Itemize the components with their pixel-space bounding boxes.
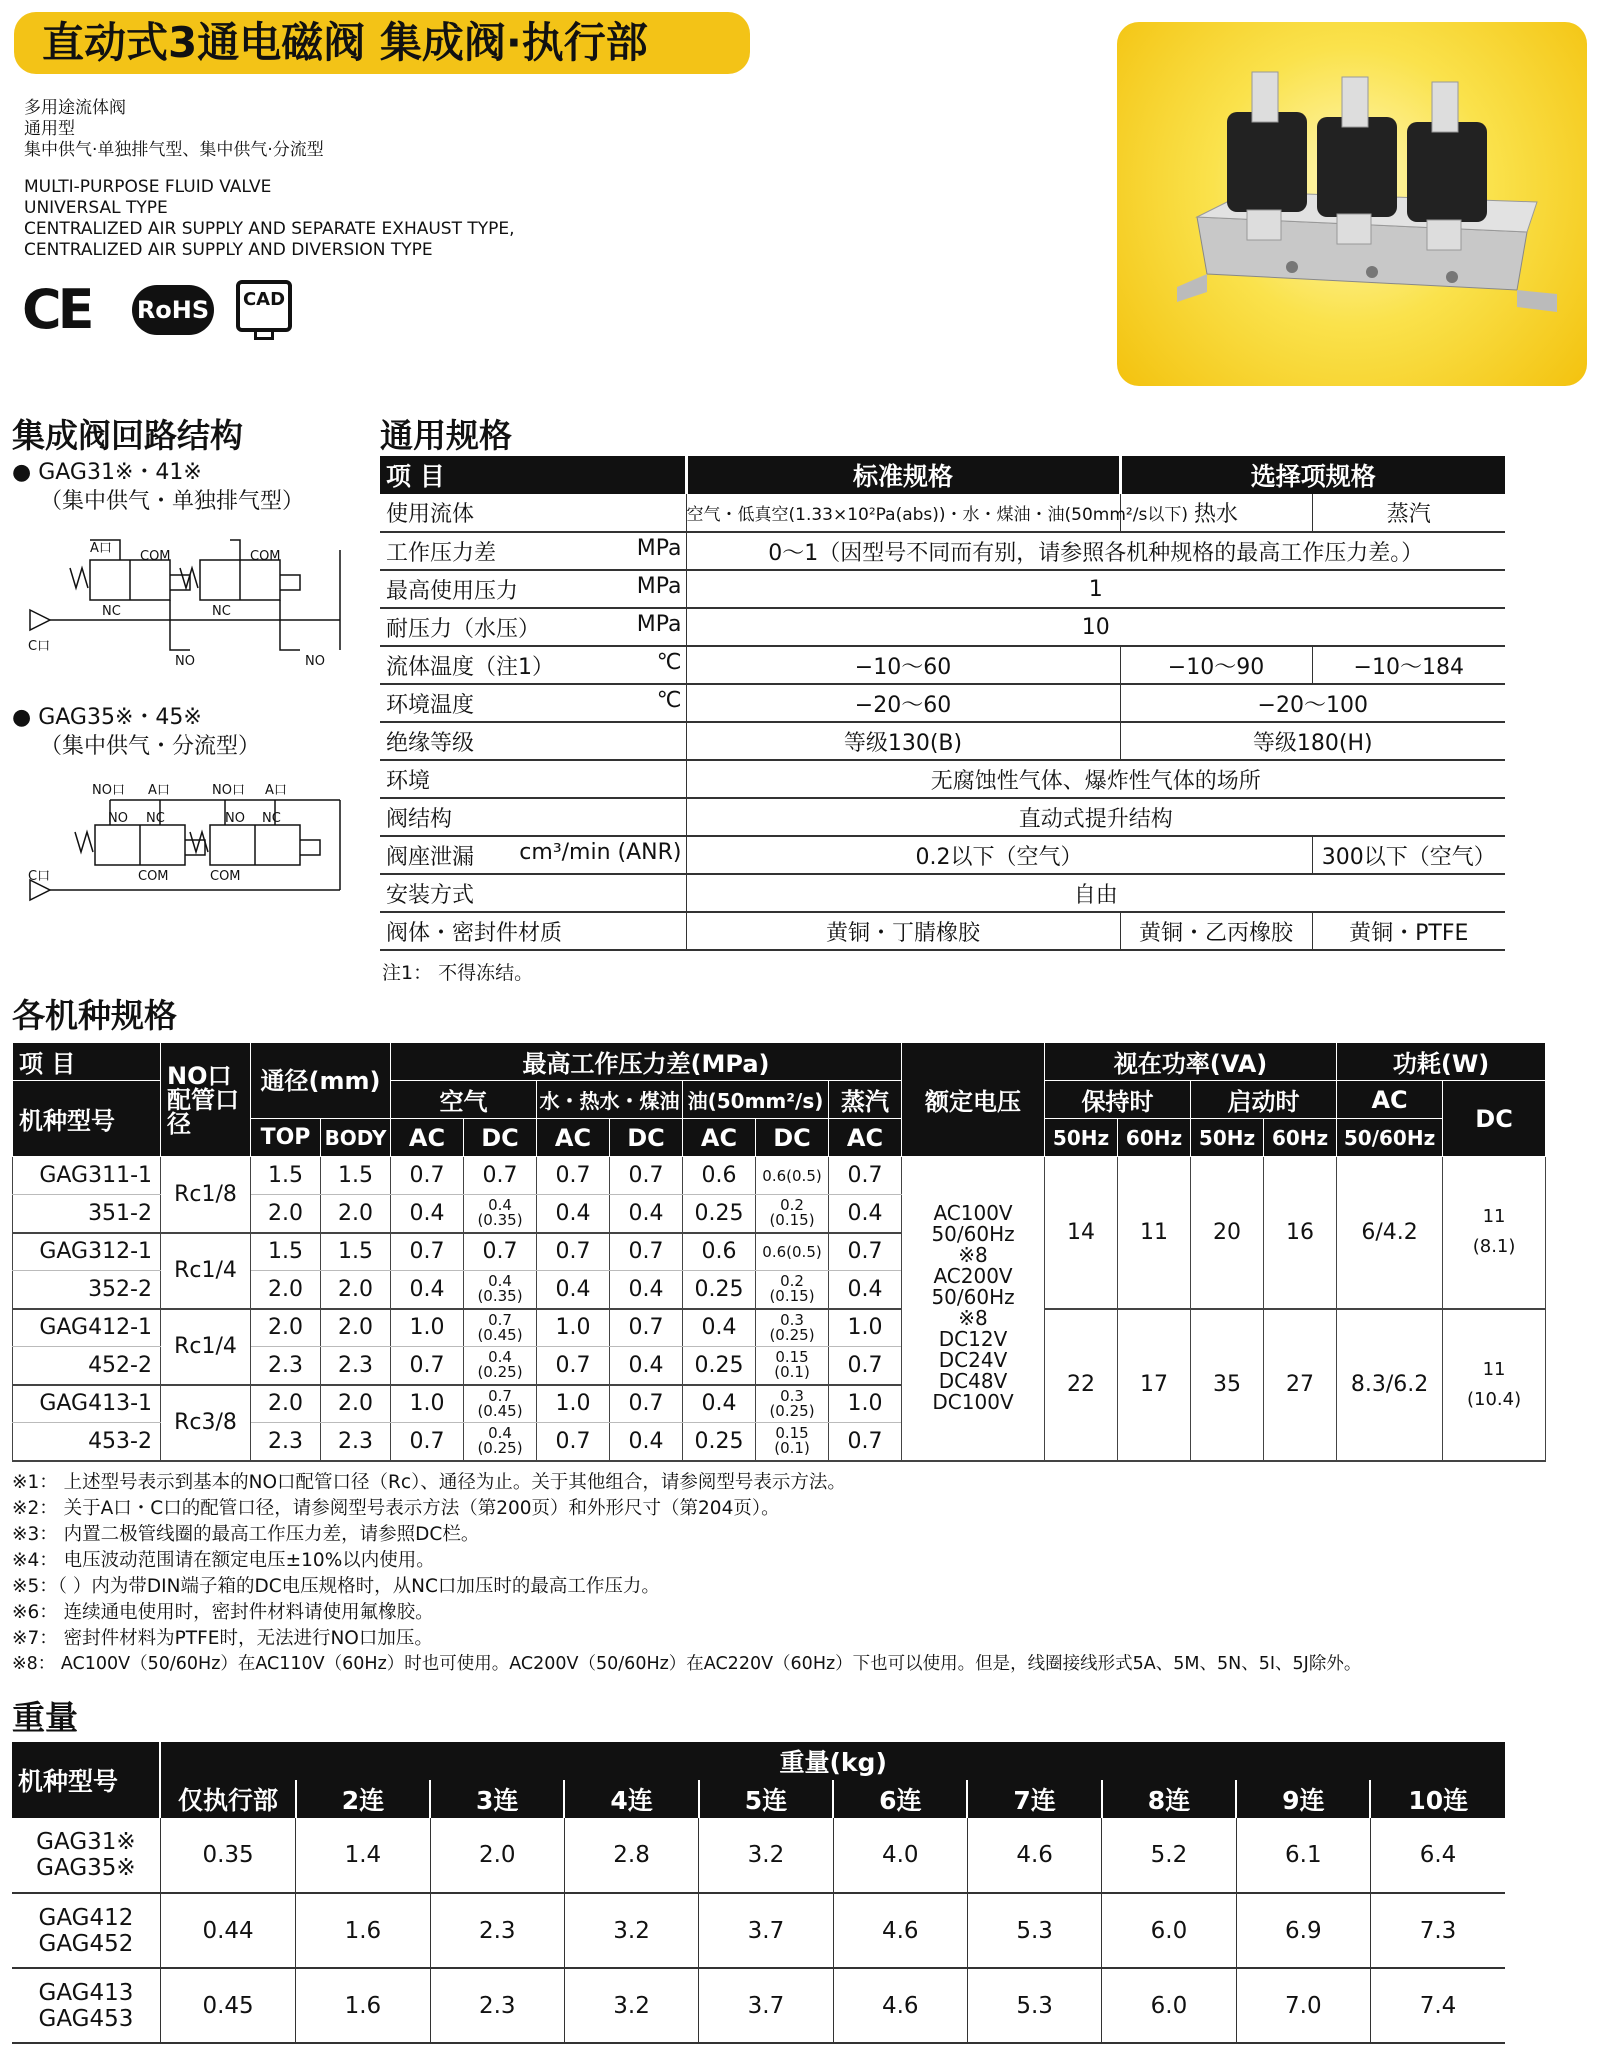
table-cell: 0.4 (0.25) <box>464 1423 537 1461</box>
table-row <box>380 684 1505 722</box>
table-cell: −20～60 <box>686 684 1120 722</box>
table-cell: GAG413-1 <box>13 1385 161 1423</box>
table-cell: 6/4.2 <box>1337 1157 1443 1309</box>
table-cell: 环境 <box>380 760 686 798</box>
table-cell: 351-2 <box>13 1195 161 1233</box>
table-cell: 0.4 <box>391 1271 464 1309</box>
table-cell: 0.7 <box>829 1233 902 1271</box>
table-cell: AC <box>1337 1081 1443 1119</box>
table-cell: 0.4 <box>683 1385 756 1423</box>
table-cell: 蒸汽 <box>1312 494 1505 532</box>
nc-label: NC <box>212 604 231 619</box>
table-cell: 0.45 <box>160 1968 295 2043</box>
port-a-label: A口 <box>90 541 112 556</box>
table-cell: 3.2 <box>699 1818 833 1893</box>
table-cell: 35 <box>1191 1309 1264 1461</box>
table-cell: 0.7 <box>829 1347 902 1385</box>
table-cell: TOP <box>251 1119 321 1157</box>
table-cell: 0.7 <box>537 1423 610 1461</box>
table-cell: BODY <box>321 1119 391 1157</box>
model-note: ※8： AC100V（50/60Hz）在AC110V（60Hz）时也可使用。AC200V（50/60Hz）在AC220V（60Hz）下也可以使用。但是，线圈接线形式5A、5M、5N、5I、5J除外。 <box>12 1654 1362 1674</box>
table-cell: 0.7 <box>610 1157 683 1195</box>
table-cell: 0.44 <box>160 1893 295 1968</box>
model-note: ※7： 密封件材料为PTFE时，无法进行NO口加压。 <box>12 1628 433 1649</box>
table-cell: 项 目 <box>13 1043 161 1081</box>
weight-title: 重量 <box>12 1698 78 1737</box>
table-cell: 0.3 (0.25) <box>756 1309 829 1347</box>
table-cell: 2.0 <box>251 1385 321 1423</box>
table-cell: 7.0 <box>1236 1968 1370 2043</box>
table-row <box>12 1818 1505 1893</box>
table-cell: 0.2 (0.15) <box>756 1195 829 1233</box>
nc-label: NC <box>262 811 281 826</box>
table-cell: 安装方式 <box>380 874 686 912</box>
table-cell: 6.9 <box>1236 1893 1370 1968</box>
table-cell: 1.5 <box>251 1157 321 1195</box>
nc-label: NC <box>102 604 121 619</box>
table-cell: 2.0 <box>251 1195 321 1233</box>
table-cell: 0.4 <box>829 1271 902 1309</box>
table-cell: 2连 <box>296 1780 430 1818</box>
table-cell: 0.6(0.5) <box>756 1233 829 1271</box>
table-cell: 2.3 <box>321 1347 391 1385</box>
product-photo <box>1117 22 1587 386</box>
port-c-label: C口 <box>28 639 51 654</box>
table-cell: Rc1/4 <box>161 1233 251 1309</box>
table-cell: 17 <box>1118 1309 1191 1461</box>
table-cell: 4.6 <box>833 1968 967 2043</box>
table-row <box>380 836 1505 874</box>
model-note: ※1： 上述型号表示到基本的NO口配管口径（Rc）、通径为止。关于其他组合，请参阅型号表示方法。 <box>12 1472 846 1493</box>
table-cell: 50/60Hz <box>1337 1119 1443 1157</box>
table-cell: 0.7 <box>537 1157 610 1195</box>
table-cell: 16 <box>1264 1157 1337 1309</box>
en-line: UNIVERSAL TYPE <box>24 198 168 218</box>
table-row <box>380 570 1505 608</box>
table-cell: 300以下（空气） <box>1312 836 1505 874</box>
no-label: NO <box>305 654 325 669</box>
table-cell: 4连 <box>564 1780 698 1818</box>
table-cell: 0.4 (0.25) <box>464 1347 537 1385</box>
valve-manifold-image <box>1117 22 1587 386</box>
table-cell: 0.4 (0.35) <box>464 1195 537 1233</box>
table-cell: 3.7 <box>699 1893 833 1968</box>
table-row <box>12 1893 1505 1968</box>
table-cell: 1.0 <box>391 1309 464 1347</box>
table-cell: 阀座泄漏 cm³/min (ANR) <box>380 836 686 874</box>
table-cell: Rc3/8 <box>161 1385 251 1461</box>
table-cell: AC <box>391 1119 464 1157</box>
table-cell: 0～1（因型号不同而有别，请参照各机种规格的最高工作压力差。） <box>686 532 1505 570</box>
table-cell: 2.0 <box>251 1309 321 1347</box>
table-cell: 环境温度 ℃ <box>380 684 686 722</box>
table-cell: 6.4 <box>1370 1818 1505 1893</box>
table-cell: 绝缘等级 <box>380 722 686 760</box>
table-cell: 7连 <box>967 1780 1101 1818</box>
table-cell: 1.4 <box>296 1818 430 1893</box>
table-cell: 6.0 <box>1102 1893 1236 1968</box>
model-note: ※5：（ ）内为带DIN端子箱的DC电压规格时，从NC口加压时的最高工作压力。 <box>12 1576 660 1597</box>
h-opt: 选择项规格 <box>1120 456 1505 494</box>
table-cell: 14 <box>1045 1157 1118 1309</box>
table-cell: 使用流体 <box>380 494 686 532</box>
table-cell: GAG413 GAG453 <box>12 1968 160 2043</box>
port-a-label: A口 <box>265 783 287 798</box>
table-cell: 8连 <box>1102 1780 1236 1818</box>
table-cell: 5.2 <box>1102 1818 1236 1893</box>
table-cell: AC100V 50/60Hz ※8 AC200V 50/60Hz ※8 DC12V DC24V DC48V DC100V <box>902 1157 1045 1461</box>
table-cell: 60Hz <box>1118 1119 1191 1157</box>
com-label: COM <box>138 869 169 884</box>
table-cell: 0.7 <box>537 1347 610 1385</box>
circuit-model-1: ● GAG31※・41※ <box>12 460 202 485</box>
table-cell: 1.0 <box>537 1309 610 1347</box>
table-cell: 等级130(B) <box>686 722 1120 760</box>
general-spec-title: 通用规格 <box>380 416 512 455</box>
table-cell: 2.0 <box>321 1195 391 1233</box>
model-note: ※6： 连续通电使用时，密封件材料请使用氟橡胶。 <box>12 1602 434 1623</box>
table-cell: 1 <box>686 570 1505 608</box>
table-cell: 0.7 <box>610 1309 683 1347</box>
table-cell: 10 <box>686 608 1505 646</box>
table-cell: 11 <box>1118 1157 1191 1309</box>
table-cell: GAG312-1 <box>13 1233 161 1271</box>
table-row <box>380 532 1505 570</box>
table-cell: −10～90 <box>1120 646 1312 684</box>
table-cell: 阀结构 <box>380 798 686 836</box>
com-label: COM <box>210 869 241 884</box>
table-cell: −10～184 <box>1312 646 1505 684</box>
table-cell: 2.3 <box>430 1968 564 2043</box>
table-cell: 0.6 <box>683 1157 756 1195</box>
table-cell: 22 <box>1045 1309 1118 1461</box>
table-cell: 机种型号 <box>13 1081 161 1157</box>
table-cell: 1.5 <box>321 1233 391 1271</box>
table-row <box>380 874 1505 912</box>
table-cell: 2.0 <box>321 1385 391 1423</box>
table-cell: 黄铜・PTFE <box>1312 912 1505 950</box>
table-cell: 6连 <box>833 1780 967 1818</box>
table-cell: 2.3 <box>251 1423 321 1461</box>
table-cell: 自由 <box>686 874 1505 912</box>
h-std: 标准规格 <box>686 456 1120 494</box>
table-cell: 6.0 <box>1102 1968 1236 2043</box>
table-row <box>13 1309 1546 1347</box>
table-row <box>380 608 1505 646</box>
table-cell: 0.7 <box>829 1423 902 1461</box>
table-cell: 额定电压 <box>902 1043 1045 1157</box>
table-cell: 最高使用压力 MPa <box>380 570 686 608</box>
table-cell: 0.6(0.5) <box>756 1157 829 1195</box>
table-cell: GAG311-1 <box>13 1157 161 1195</box>
table-cell: 27 <box>1264 1309 1337 1461</box>
table-cell: 0.7 (0.45) <box>464 1385 537 1423</box>
model-spec-title: 各机种规格 <box>12 996 177 1035</box>
table-cell: 阀体・密封件材质 <box>380 912 686 950</box>
table-cell: 蒸汽 <box>829 1081 902 1119</box>
table-cell: 工作压力差 MPa <box>380 532 686 570</box>
table-cell: 11 (10.4) <box>1443 1309 1546 1461</box>
table-cell: GAG412-1 <box>13 1309 161 1347</box>
table-row <box>380 798 1505 836</box>
en-line: CENTRALIZED AIR SUPPLY AND DIVERSION TYPE <box>24 240 433 260</box>
table-cell: 0.2以下（空气） <box>686 836 1312 874</box>
table-row <box>13 1157 1546 1195</box>
table-cell: DC <box>464 1119 537 1157</box>
model-spec-table <box>12 1042 1546 1462</box>
table-cell: 1.0 <box>829 1385 902 1423</box>
table-cell: 9连 <box>1236 1780 1370 1818</box>
table-row <box>12 1968 1505 2043</box>
circuit-model-2: ● GAG35※・45※ <box>12 705 202 730</box>
table-row <box>380 760 1505 798</box>
table-cell: 油(50mm²/s) <box>683 1081 829 1119</box>
table-cell: 0.4 <box>537 1271 610 1309</box>
cad-monitor-icon: CAD <box>236 280 292 332</box>
table-cell: 1.0 <box>829 1309 902 1347</box>
table-cell: 功耗(W) <box>1337 1043 1546 1081</box>
table-cell: 0.25 <box>683 1423 756 1461</box>
circuit-diagram-separate-exhaust <box>20 530 360 670</box>
table-cell: Rc1/4 <box>161 1309 251 1385</box>
table-cell: 0.6 <box>683 1233 756 1271</box>
en-line: CENTRALIZED AIR SUPPLY AND SEPARATE EXHAUST TYPE, <box>24 219 515 239</box>
table-cell: 0.7 <box>537 1233 610 1271</box>
no-port-label: NO口 <box>212 783 245 798</box>
cn-line: 多用途流体阀 <box>24 98 126 118</box>
general-note: 注1： 不得冻结。 <box>382 962 534 984</box>
table-cell: 0.2 (0.15) <box>756 1271 829 1309</box>
circuit-diagram-diversion <box>20 780 360 910</box>
table-cell: 0.4 <box>610 1423 683 1461</box>
table-cell: GAG412 GAG452 <box>12 1893 160 1968</box>
table-cell: 4.6 <box>833 1893 967 1968</box>
table-cell: 1.6 <box>296 1893 430 1968</box>
table-row <box>380 722 1505 760</box>
cn-line: 集中供气·单独排气型、集中供气·分流型 <box>24 140 324 160</box>
table-cell: 3.2 <box>564 1893 698 1968</box>
table-cell: 通径(mm) <box>251 1043 391 1119</box>
com-label: COM <box>140 549 171 564</box>
table-cell: 1.0 <box>391 1385 464 1423</box>
table-cell: 2.0 <box>321 1309 391 1347</box>
table-cell: 0.7 <box>391 1157 464 1195</box>
table-cell: 5.3 <box>967 1968 1101 2043</box>
table-cell: −10～60 <box>686 646 1120 684</box>
general-spec-table <box>380 456 1505 951</box>
table-cell: 2.0 <box>321 1271 391 1309</box>
table-cell: AC <box>537 1119 610 1157</box>
table-cell: 2.3 <box>321 1423 391 1461</box>
en-line: MULTI-PURPOSE FLUID VALVE <box>24 177 272 197</box>
table-cell: 0.25 <box>683 1195 756 1233</box>
table-cell: 耐压力（水压） MPa <box>380 608 686 646</box>
model-note: ※4： 电压波动范围请在额定电压±10%以内使用。 <box>12 1550 435 1571</box>
table-cell: 3连 <box>430 1780 564 1818</box>
table-row <box>380 646 1505 684</box>
table-cell: 2.3 <box>430 1893 564 1968</box>
table-cell: 5.3 <box>967 1893 1101 1968</box>
table-cell: 0.4 <box>683 1309 756 1347</box>
nc-label: NC <box>146 811 165 826</box>
page-title: 直动式3通电磁阀 集成阀·执行部 <box>14 12 750 74</box>
com-label: COM <box>250 549 281 564</box>
table-cell: 2.3 <box>251 1347 321 1385</box>
table-cell: 8.3/6.2 <box>1337 1309 1443 1461</box>
table-cell: 1.5 <box>251 1233 321 1271</box>
table-cell: 无腐蚀性气体、爆炸性气体的场所 <box>686 760 1505 798</box>
table-cell: 水・热水・煤油 <box>537 1081 683 1119</box>
no-label: NO <box>175 654 195 669</box>
table-cell: 0.4 <box>391 1195 464 1233</box>
table-cell: 0.7 <box>464 1157 537 1195</box>
table-cell: 11 (8.1) <box>1443 1157 1546 1309</box>
table-cell: 0.15 (0.1) <box>756 1347 829 1385</box>
table-cell: 0.35 <box>160 1818 295 1893</box>
table-cell: 黄铜・丁腈橡胶 <box>686 912 1120 950</box>
table-cell: 5连 <box>699 1780 833 1818</box>
table-cell: 7.4 <box>1370 1968 1505 2043</box>
table-cell: 机种型号 <box>12 1742 160 1818</box>
table-cell: NO口配管口径 <box>161 1043 251 1157</box>
table-cell: AC <box>829 1119 902 1157</box>
ce-mark-icon: CE <box>22 278 91 341</box>
weight-table <box>12 1742 1505 2044</box>
no-port-label: NO口 <box>92 783 125 798</box>
table-cell: Rc1/8 <box>161 1157 251 1233</box>
table-cell: 流体温度（注1） ℃ <box>380 646 686 684</box>
table-cell: 直动式提升结构 <box>686 798 1505 836</box>
table-cell: 60Hz <box>1264 1119 1337 1157</box>
table-cell: 452-2 <box>13 1347 161 1385</box>
table-cell: GAG31※ GAG35※ <box>12 1818 160 1893</box>
table-cell: 2.8 <box>564 1818 698 1893</box>
circuit-section-title: 集成阀回路结构 <box>12 416 243 455</box>
table-cell: 50Hz <box>1045 1119 1118 1157</box>
table-cell: 0.7 <box>610 1233 683 1271</box>
table-cell: −20～100 <box>1120 684 1505 722</box>
rohs-badge-icon: RoHS <box>132 285 214 335</box>
table-cell: 3.2 <box>564 1968 698 2043</box>
table-cell: 仅执行部 <box>160 1780 295 1818</box>
table-cell: 空气・低真空(1.33×10²Pa(abs))・水・煤油・油(50mm²/s以下) <box>686 494 1120 532</box>
table-cell: DC <box>756 1119 829 1157</box>
table-cell: 0.3 (0.25) <box>756 1385 829 1423</box>
table-cell: 453-2 <box>13 1423 161 1461</box>
table-cell: 0.25 <box>683 1271 756 1309</box>
table-cell: 0.4 <box>537 1195 610 1233</box>
table-cell: 1.0 <box>537 1385 610 1423</box>
table-cell: 0.4 <box>610 1195 683 1233</box>
table-cell: 1.6 <box>296 1968 430 2043</box>
table-cell: 2.0 <box>251 1271 321 1309</box>
table-cell: DC <box>1443 1081 1546 1157</box>
table-cell: 6.1 <box>1236 1818 1370 1893</box>
table-cell: 0.7 <box>464 1233 537 1271</box>
table-cell: 0.4 <box>829 1195 902 1233</box>
table-cell: 0.4 (0.35) <box>464 1271 537 1309</box>
table-cell: 2.0 <box>430 1818 564 1893</box>
table-cell: 4.0 <box>833 1818 967 1893</box>
table-cell: 保持时 <box>1045 1081 1191 1119</box>
table-cell: 0.4 <box>610 1271 683 1309</box>
table-cell: 黄铜・乙丙橡胶 <box>1120 912 1312 950</box>
table-row <box>380 912 1505 950</box>
table-cell: 等级180(H) <box>1120 722 1505 760</box>
model-note: ※3： 内置二极管线圈的最高工作压力差，请参照DC栏。 <box>12 1524 480 1545</box>
table-cell: 1.5 <box>321 1157 391 1195</box>
table-cell: 启动时 <box>1191 1081 1337 1119</box>
port-c-label: C口 <box>28 869 51 884</box>
table-cell: 0.7 <box>391 1423 464 1461</box>
circuit-desc-2: （集中供气・分流型） <box>40 734 261 759</box>
table-cell: DC <box>610 1119 683 1157</box>
no-label: NO <box>225 811 245 826</box>
table-cell: 0.25 <box>683 1347 756 1385</box>
table-cell: 空气 <box>391 1081 537 1119</box>
table-cell: 0.7 <box>610 1385 683 1423</box>
circuit-desc-1: （集中供气・单独排气型） <box>40 489 305 514</box>
table-cell: 3.7 <box>699 1968 833 2043</box>
table-cell: 重量(kg) <box>160 1742 1505 1780</box>
table-cell: 352-2 <box>13 1271 161 1309</box>
table-cell: 0.15 (0.1) <box>756 1423 829 1461</box>
table-cell: 视在功率(VA) <box>1045 1043 1337 1081</box>
cn-line: 通用型 <box>24 119 75 139</box>
table-cell: 20 <box>1191 1157 1264 1309</box>
table-cell: 0.7 <box>391 1347 464 1385</box>
table-cell: 7.3 <box>1370 1893 1505 1968</box>
table-cell: 热水 <box>1120 494 1312 532</box>
table-cell: 4.6 <box>967 1818 1101 1893</box>
table-cell: 0.7 <box>391 1233 464 1271</box>
table-cell: 0.4 <box>610 1347 683 1385</box>
model-note: ※2： 关于A口・C口的配管口径，请参阅型号表示方法（第200页）和外形尺寸（第204页）。 <box>12 1498 780 1519</box>
port-a-label: A口 <box>148 783 170 798</box>
table-cell: 0.7 <box>829 1157 902 1195</box>
no-label: NO <box>108 811 128 826</box>
table-cell: 10连 <box>1370 1780 1505 1818</box>
table-cell: 50Hz <box>1191 1119 1264 1157</box>
table-row <box>380 494 1505 532</box>
table-cell: AC <box>683 1119 756 1157</box>
table-cell: 0.7 (0.45) <box>464 1309 537 1347</box>
table-cell: 最高工作压力差(MPa) <box>391 1043 902 1081</box>
h-item: 项 目 <box>380 456 686 494</box>
